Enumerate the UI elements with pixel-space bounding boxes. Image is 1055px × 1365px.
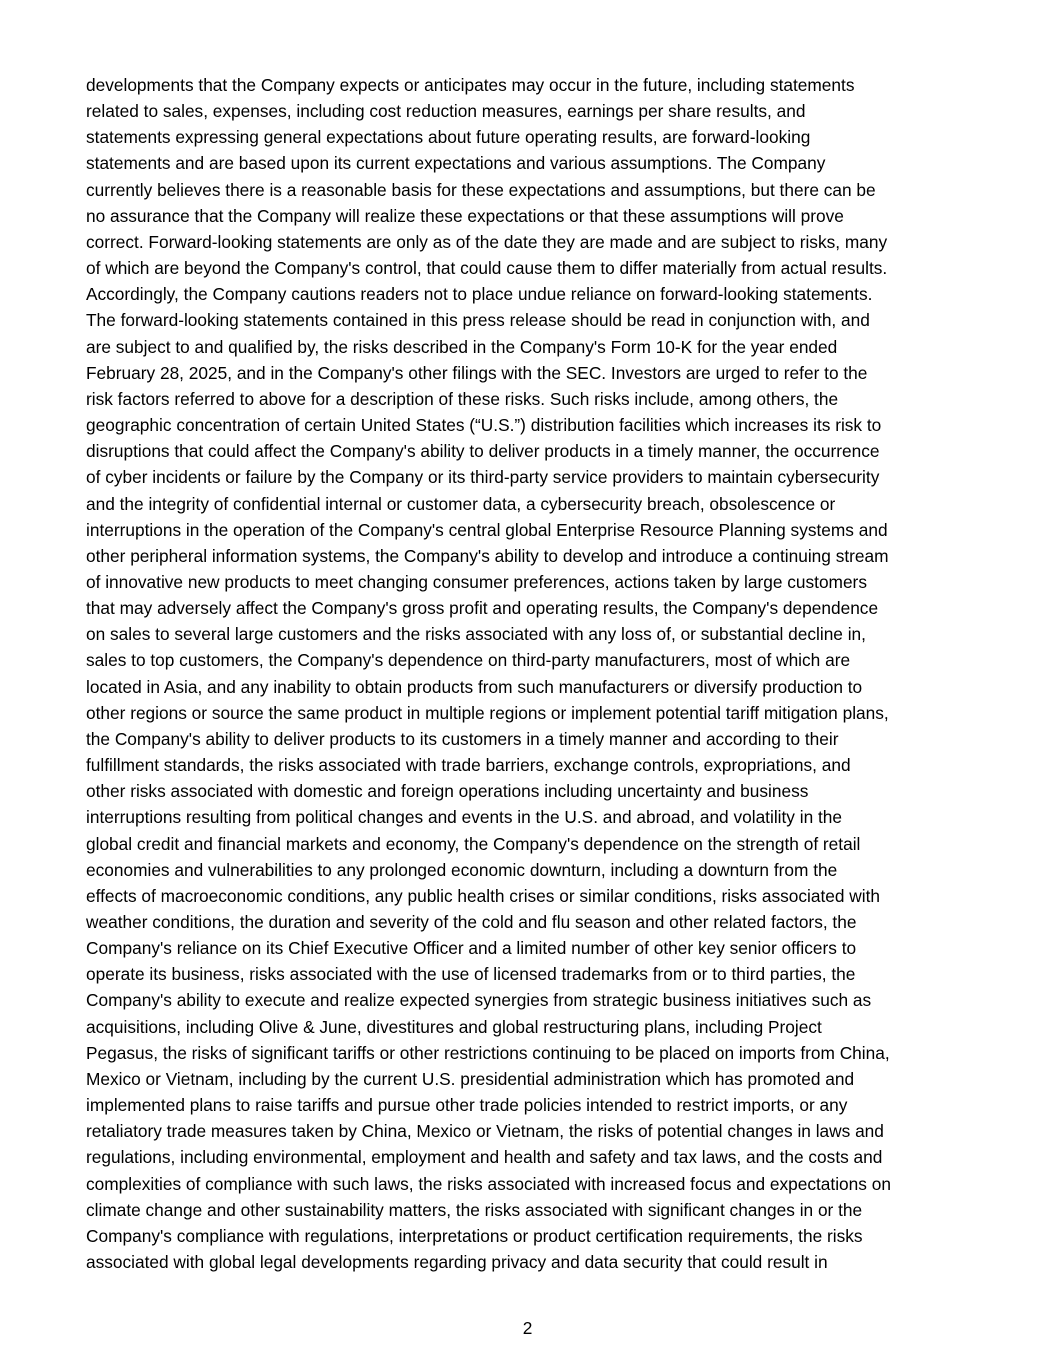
text-line: of which are beyond the Company's control, that could cause them to differ materially from actual results. bbox=[86, 258, 888, 279]
text-line: of innovative new products to meet changing consumer preferences, actions taken by large customers bbox=[86, 571, 867, 592]
text-line: statements and are based upon its current expectations and various assumptions. The Company bbox=[86, 153, 826, 174]
text-line: developments that the Company expects or anticipates may occur in the future, including statements bbox=[86, 75, 855, 95]
text-line: retaliatory trade measures taken by China, Mexico or Vietnam, the risks of potential changes in laws and bbox=[86, 1121, 884, 1142]
text-line: of cyber incidents or failure by the Company or its third-party service providers to maintain cybersecurity bbox=[86, 467, 880, 488]
body-paragraph bbox=[86, 72, 986, 1275]
text-line: located in Asia, and any inability to obtain products from such manufacturers or diversify production to bbox=[86, 676, 863, 697]
text-line: correct. Forward-looking statements are only as of the date they are made and are subject to risks, many bbox=[86, 231, 888, 252]
text-line: regulations, including environmental, employment and health and safety and tax laws, and the costs and bbox=[86, 1147, 883, 1168]
text-line: statements expressing general expectations about future operating results, are forward-looking bbox=[86, 127, 811, 148]
text-line: interruptions resulting from political changes and events in the U.S. and abroad, and volatility in the bbox=[86, 807, 843, 828]
text-line: sales to top customers, the Company's dependence on third-party manufacturers, most of which are bbox=[86, 650, 851, 671]
text-line: no assurance that the Company will realize these expectations or that these assumptions will prove bbox=[86, 205, 844, 226]
text-line: and the integrity of confidential internal or customer data, a cybersecurity breach, obsolescence or bbox=[86, 493, 836, 514]
text-line: acquisitions, including Olive & June, divestitures and global restructuring plans, including Project bbox=[86, 1016, 822, 1037]
text-line: implemented plans to raise tariffs and pursue other trade policies intended to restrict imports, or any bbox=[86, 1095, 848, 1116]
text-line: complexities of compliance with such laws, the risks associated with increased focus and expectations on bbox=[86, 1173, 891, 1194]
text-line: other peripheral information systems, the Company's ability to develop and introduce a continuing stream bbox=[86, 545, 889, 566]
text-line: operate its business, risks associated with the use of licensed trademarks from or to third parties, the bbox=[86, 964, 856, 985]
text-line: Company's reliance on its Chief Executive Officer and a limited number of other key senior officers to bbox=[86, 938, 857, 959]
text-line: effects of macroeconomic conditions, any public health crises or similar conditions, risks associated with bbox=[86, 885, 881, 906]
text-line: economies and vulnerabilities to any prolonged economic downturn, including a downturn from the bbox=[86, 859, 838, 880]
text-line: Accordingly, the Company cautions readers not to place undue reliance on forward-looking statements. bbox=[86, 284, 873, 305]
text-line: geographic concentration of certain United States (“U.S.”) distribution facilities which increases its risk to bbox=[86, 415, 882, 436]
text-line: Company's ability to execute and realize expected synergies from strategic business initiatives such as bbox=[86, 990, 872, 1011]
text-line: disruptions that could affect the Company's ability to deliver products in a timely manner, the occurrence bbox=[86, 441, 880, 462]
text-line: weather conditions, the duration and severity of the cold and flu season and other related factors, the bbox=[86, 912, 857, 932]
text-line: are subject to and qualified by, the risks described in the Company's Form 10-K for the year ended bbox=[86, 336, 838, 357]
text-line: Mexico or Vietnam, including by the current U.S. presidential administration which has promoted and bbox=[86, 1068, 855, 1089]
text-line: other risks associated with domestic and foreign operations including uncertainty and business bbox=[86, 781, 809, 802]
text-line: related to sales, expenses, including cost reduction measures, earnings per share results, and bbox=[86, 101, 806, 122]
page-number: 2 bbox=[522, 1318, 533, 1338]
text-line: February 28, 2025, and in the Company's other filings with the SEC. Investors are urged to refer to the bbox=[86, 362, 868, 383]
text-line: climate change and other sustainability matters, the risks associated with significant changes in or the bbox=[86, 1199, 863, 1220]
text-line: Pegasus, the risks of significant tariffs or other restrictions continuing to be placed on imports from China, bbox=[86, 1042, 890, 1063]
text-line: interruptions in the operation of the Company's central global Enterprise Resource Planning systems and bbox=[86, 519, 888, 540]
text-line: risk factors referred to above for a description of these risks. Such risks include, among others, the bbox=[86, 388, 839, 409]
text-line: fulfillment standards, the risks associated with trade barriers, exchange controls, expropriations, and bbox=[86, 755, 851, 776]
text-line: that may adversely affect the Company's gross profit and operating results, the Company's dependence bbox=[86, 598, 879, 619]
text-line: Company's compliance with regulations, interpretations or product certification requirements, the risks bbox=[86, 1225, 863, 1246]
text-line: The forward-looking statements contained in this press release should be read in conjunction with, and bbox=[86, 310, 870, 331]
text-line: on sales to several large customers and the risks associated with any loss of, or substantial decline in, bbox=[86, 624, 866, 645]
text-line: other regions or source the same product in multiple regions or implement potential tariff mitigation plans, bbox=[86, 702, 889, 723]
text-line: the Company's ability to deliver products to its customers in a timely manner and according to their bbox=[86, 728, 839, 749]
text-line: global credit and financial markets and economy, the Company's dependence on the strength of retail bbox=[86, 833, 861, 854]
text-line: associated with global legal developments regarding privacy and data security that could result in bbox=[86, 1252, 828, 1273]
text-line: currently believes there is a reasonable basis for these expectations and assumptions, but there can be bbox=[86, 179, 876, 200]
